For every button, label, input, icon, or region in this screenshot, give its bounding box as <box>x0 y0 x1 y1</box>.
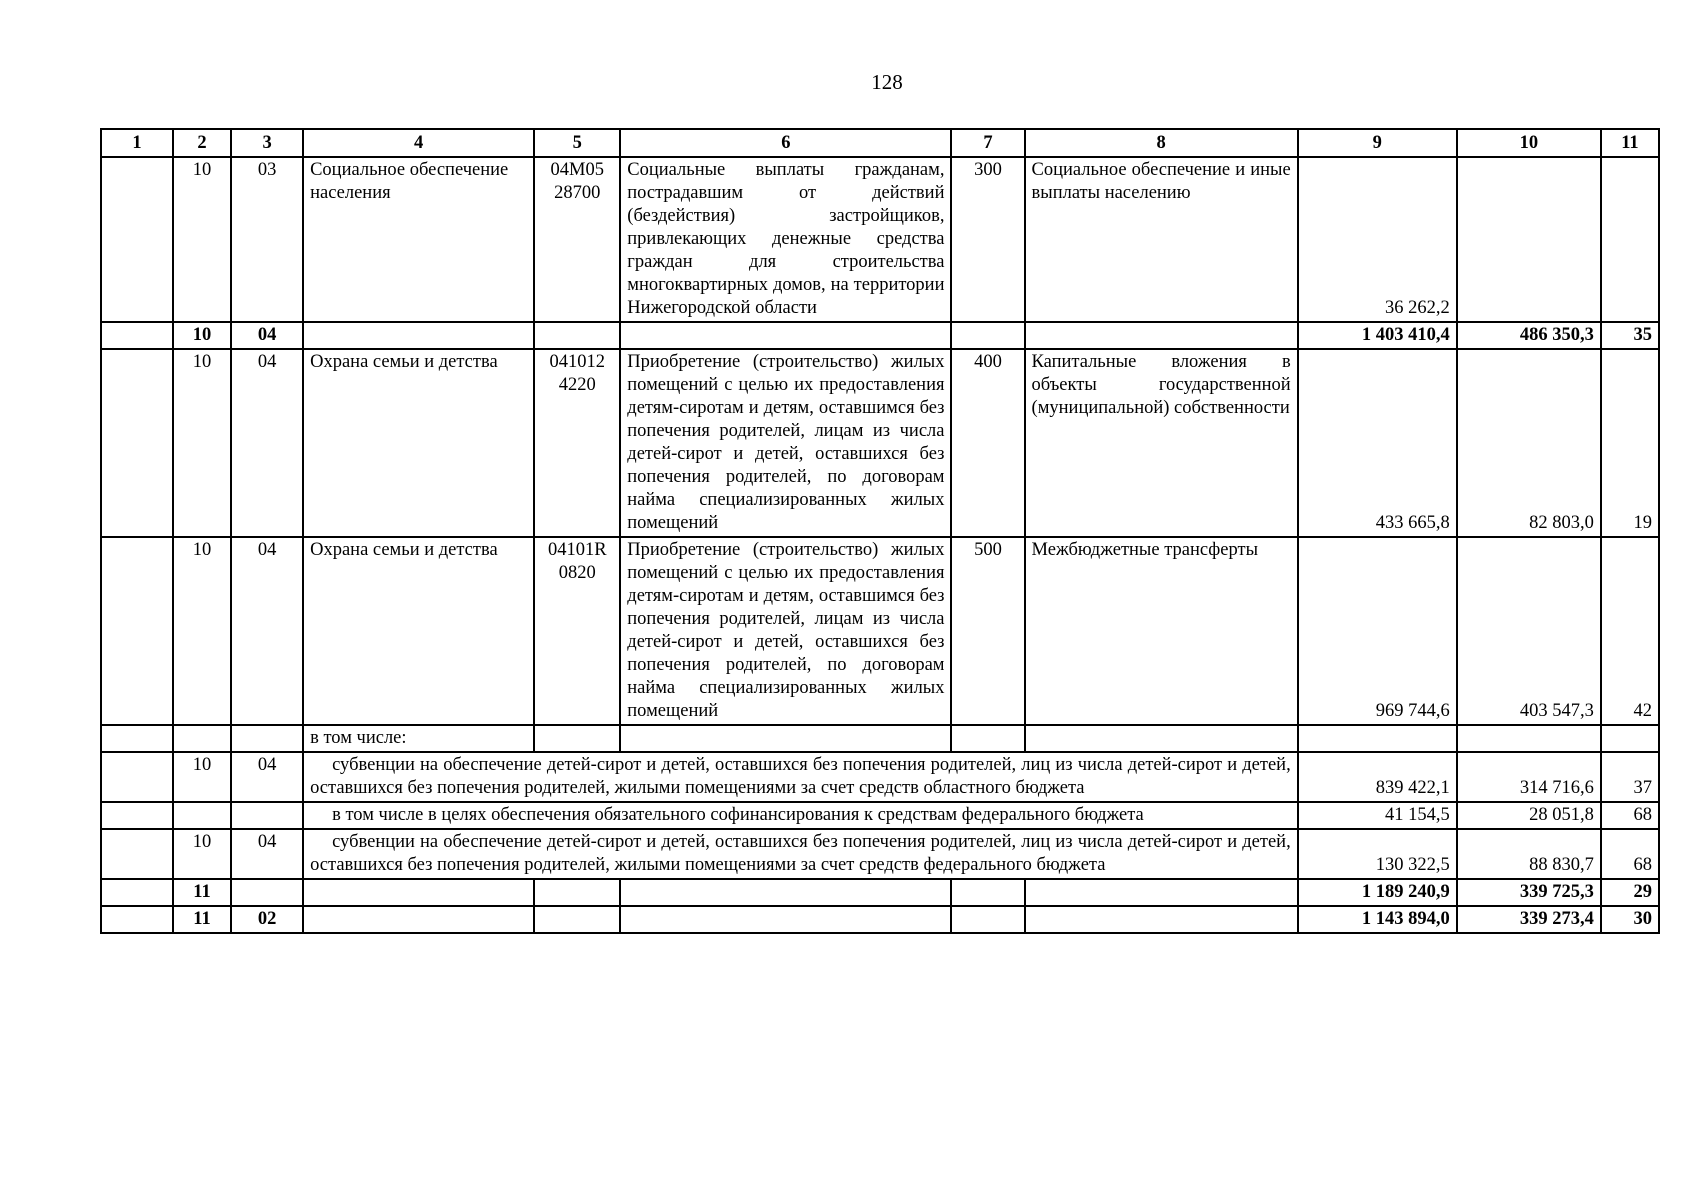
expense-name-cell: Межбюджетные трансферты <box>1025 537 1298 725</box>
subsection-name-cell: Охрана семьи и детства <box>303 349 534 537</box>
table-row-subtotal <box>101 906 1659 933</box>
subsection-name-cell: Охрана семьи и детства <box>303 537 534 725</box>
target-code-cell: 04М05 28700 <box>534 157 620 322</box>
percent-cell: 68 <box>1601 829 1659 879</box>
percent-cell: 30 <box>1601 906 1659 933</box>
column-header: 7 <box>951 129 1024 157</box>
amount-cell: 1 143 894,0 <box>1298 906 1457 933</box>
target-code-cell: 04101R 0820 <box>534 537 620 725</box>
section-cell: 10 <box>173 752 231 802</box>
subvention-description: субвенции на обеспечение детей-сирот и детей, оставшихся без попечения родителей, лиц из числа детей-сирот и детей, оставшихся без попечения родителей, жилыми помещениями за счет средств областного бюджета <box>303 752 1298 802</box>
column-header: 3 <box>231 129 303 157</box>
budget-table <box>100 128 1660 934</box>
subsection-name-cell: Социальное обеспечение населения <box>303 157 534 322</box>
subsection-cell: 02 <box>231 906 303 933</box>
column-header: 11 <box>1601 129 1659 157</box>
amount-cell: 1 403 410,4 <box>1298 322 1457 349</box>
percent-cell: 35 <box>1601 322 1659 349</box>
percent-cell: 68 <box>1601 802 1659 829</box>
target-name-cell: Приобретение (строительство) жилых помещений с целью их предоставления детям-сиротам и детям, оставшимся без попечения родителей, лицам из числа детей-сирот и детей, оставшихся без попечения родителей, по договорам найма специализированных жилых помещений <box>620 537 951 725</box>
column-header: 4 <box>303 129 534 157</box>
table-row <box>101 752 1659 802</box>
section-cell: 11 <box>173 906 231 933</box>
table-row <box>101 157 1659 322</box>
subsection-cell: 04 <box>231 349 303 537</box>
table-row <box>101 829 1659 879</box>
subsection-cell: 04 <box>231 537 303 725</box>
expense-name-cell: Капитальные вложения в объекты государственной (муниципальной) собственности <box>1025 349 1298 537</box>
amount-cell: 1 189 240,9 <box>1298 879 1457 906</box>
table-row <box>101 802 1659 829</box>
column-header: 10 <box>1457 129 1601 157</box>
amount-cell: 486 350,3 <box>1457 322 1601 349</box>
target-code-cell: 041012 4220 <box>534 349 620 537</box>
expense-name-cell: Социальное обеспечение и иные выплаты населению <box>1025 157 1298 322</box>
table-header-row <box>101 129 1659 157</box>
percent-cell: 37 <box>1601 752 1659 802</box>
amount-cell: 82 803,0 <box>1457 349 1601 537</box>
amount-cell: 969 744,6 <box>1298 537 1457 725</box>
amount-cell: 41 154,5 <box>1298 802 1457 829</box>
column-header: 9 <box>1298 129 1457 157</box>
section-cell: 10 <box>173 349 231 537</box>
amount-cell: 314 716,6 <box>1457 752 1601 802</box>
subsection-cell: 04 <box>231 752 303 802</box>
amount-cell: 339 725,3 <box>1457 879 1601 906</box>
subsection-cell: 04 <box>231 829 303 879</box>
subvention-description: субвенции на обеспечение детей-сирот и детей, оставшихся без попечения родителей, лиц из числа детей-сирот и детей, оставшихся без попечения родителей, жилыми помещениями за счет средств федерального бюджета <box>303 829 1298 879</box>
percent-cell: 19 <box>1601 349 1659 537</box>
percent-cell: 29 <box>1601 879 1659 906</box>
cofinancing-description: в том числе в целях обеспечения обязательного софинансирования к средствам федерального бюджета <box>303 802 1298 829</box>
column-header: 5 <box>534 129 620 157</box>
amount-cell: 88 830,7 <box>1457 829 1601 879</box>
section-cell: 10 <box>173 322 231 349</box>
target-name-cell: Приобретение (строительство) жилых помещений с целью их предоставления детям-сиротам и детям, оставшимся без попечения родителей, лицам из числа детей-сирот и детей, оставшихся без попечения родителей, по договорам найма специализированных жилых помещений <box>620 349 951 537</box>
section-cell: 10 <box>173 157 231 322</box>
table-row-subtotal <box>101 322 1659 349</box>
including-label: в том числе: <box>303 725 534 752</box>
section-cell: 11 <box>173 879 231 906</box>
expense-type-cell: 500 <box>951 537 1024 725</box>
column-header: 2 <box>173 129 231 157</box>
amount-cell: 130 322,5 <box>1298 829 1457 879</box>
amount-cell: 36 262,2 <box>1298 157 1457 322</box>
expense-type-cell: 300 <box>951 157 1024 322</box>
page-number: 128 <box>871 70 903 94</box>
subsection-cell: 04 <box>231 322 303 349</box>
column-header: 6 <box>620 129 951 157</box>
amount-cell <box>1457 157 1601 322</box>
target-name-cell: Социальные выплаты гражданам, пострадавшим от действий (бездействия) застройщиков, привлекающих денежные средства граждан для строительства многоквартирных домов, на территории Нижегородской области <box>620 157 951 322</box>
table-row <box>101 349 1659 537</box>
percent-cell: 42 <box>1601 537 1659 725</box>
subsection-cell: 03 <box>231 157 303 322</box>
amount-cell: 403 547,3 <box>1457 537 1601 725</box>
percent-cell <box>1601 157 1659 322</box>
table-row <box>101 725 1659 752</box>
section-cell: 10 <box>173 537 231 725</box>
amount-cell: 433 665,8 <box>1298 349 1457 537</box>
amount-cell: 28 051,8 <box>1457 802 1601 829</box>
table-row-subtotal <box>101 879 1659 906</box>
section-cell: 10 <box>173 829 231 879</box>
table-row <box>101 537 1659 725</box>
expense-type-cell: 400 <box>951 349 1024 537</box>
amount-cell: 339 273,4 <box>1457 906 1601 933</box>
column-header: 1 <box>101 129 173 157</box>
column-header: 8 <box>1025 129 1298 157</box>
amount-cell: 839 422,1 <box>1298 752 1457 802</box>
